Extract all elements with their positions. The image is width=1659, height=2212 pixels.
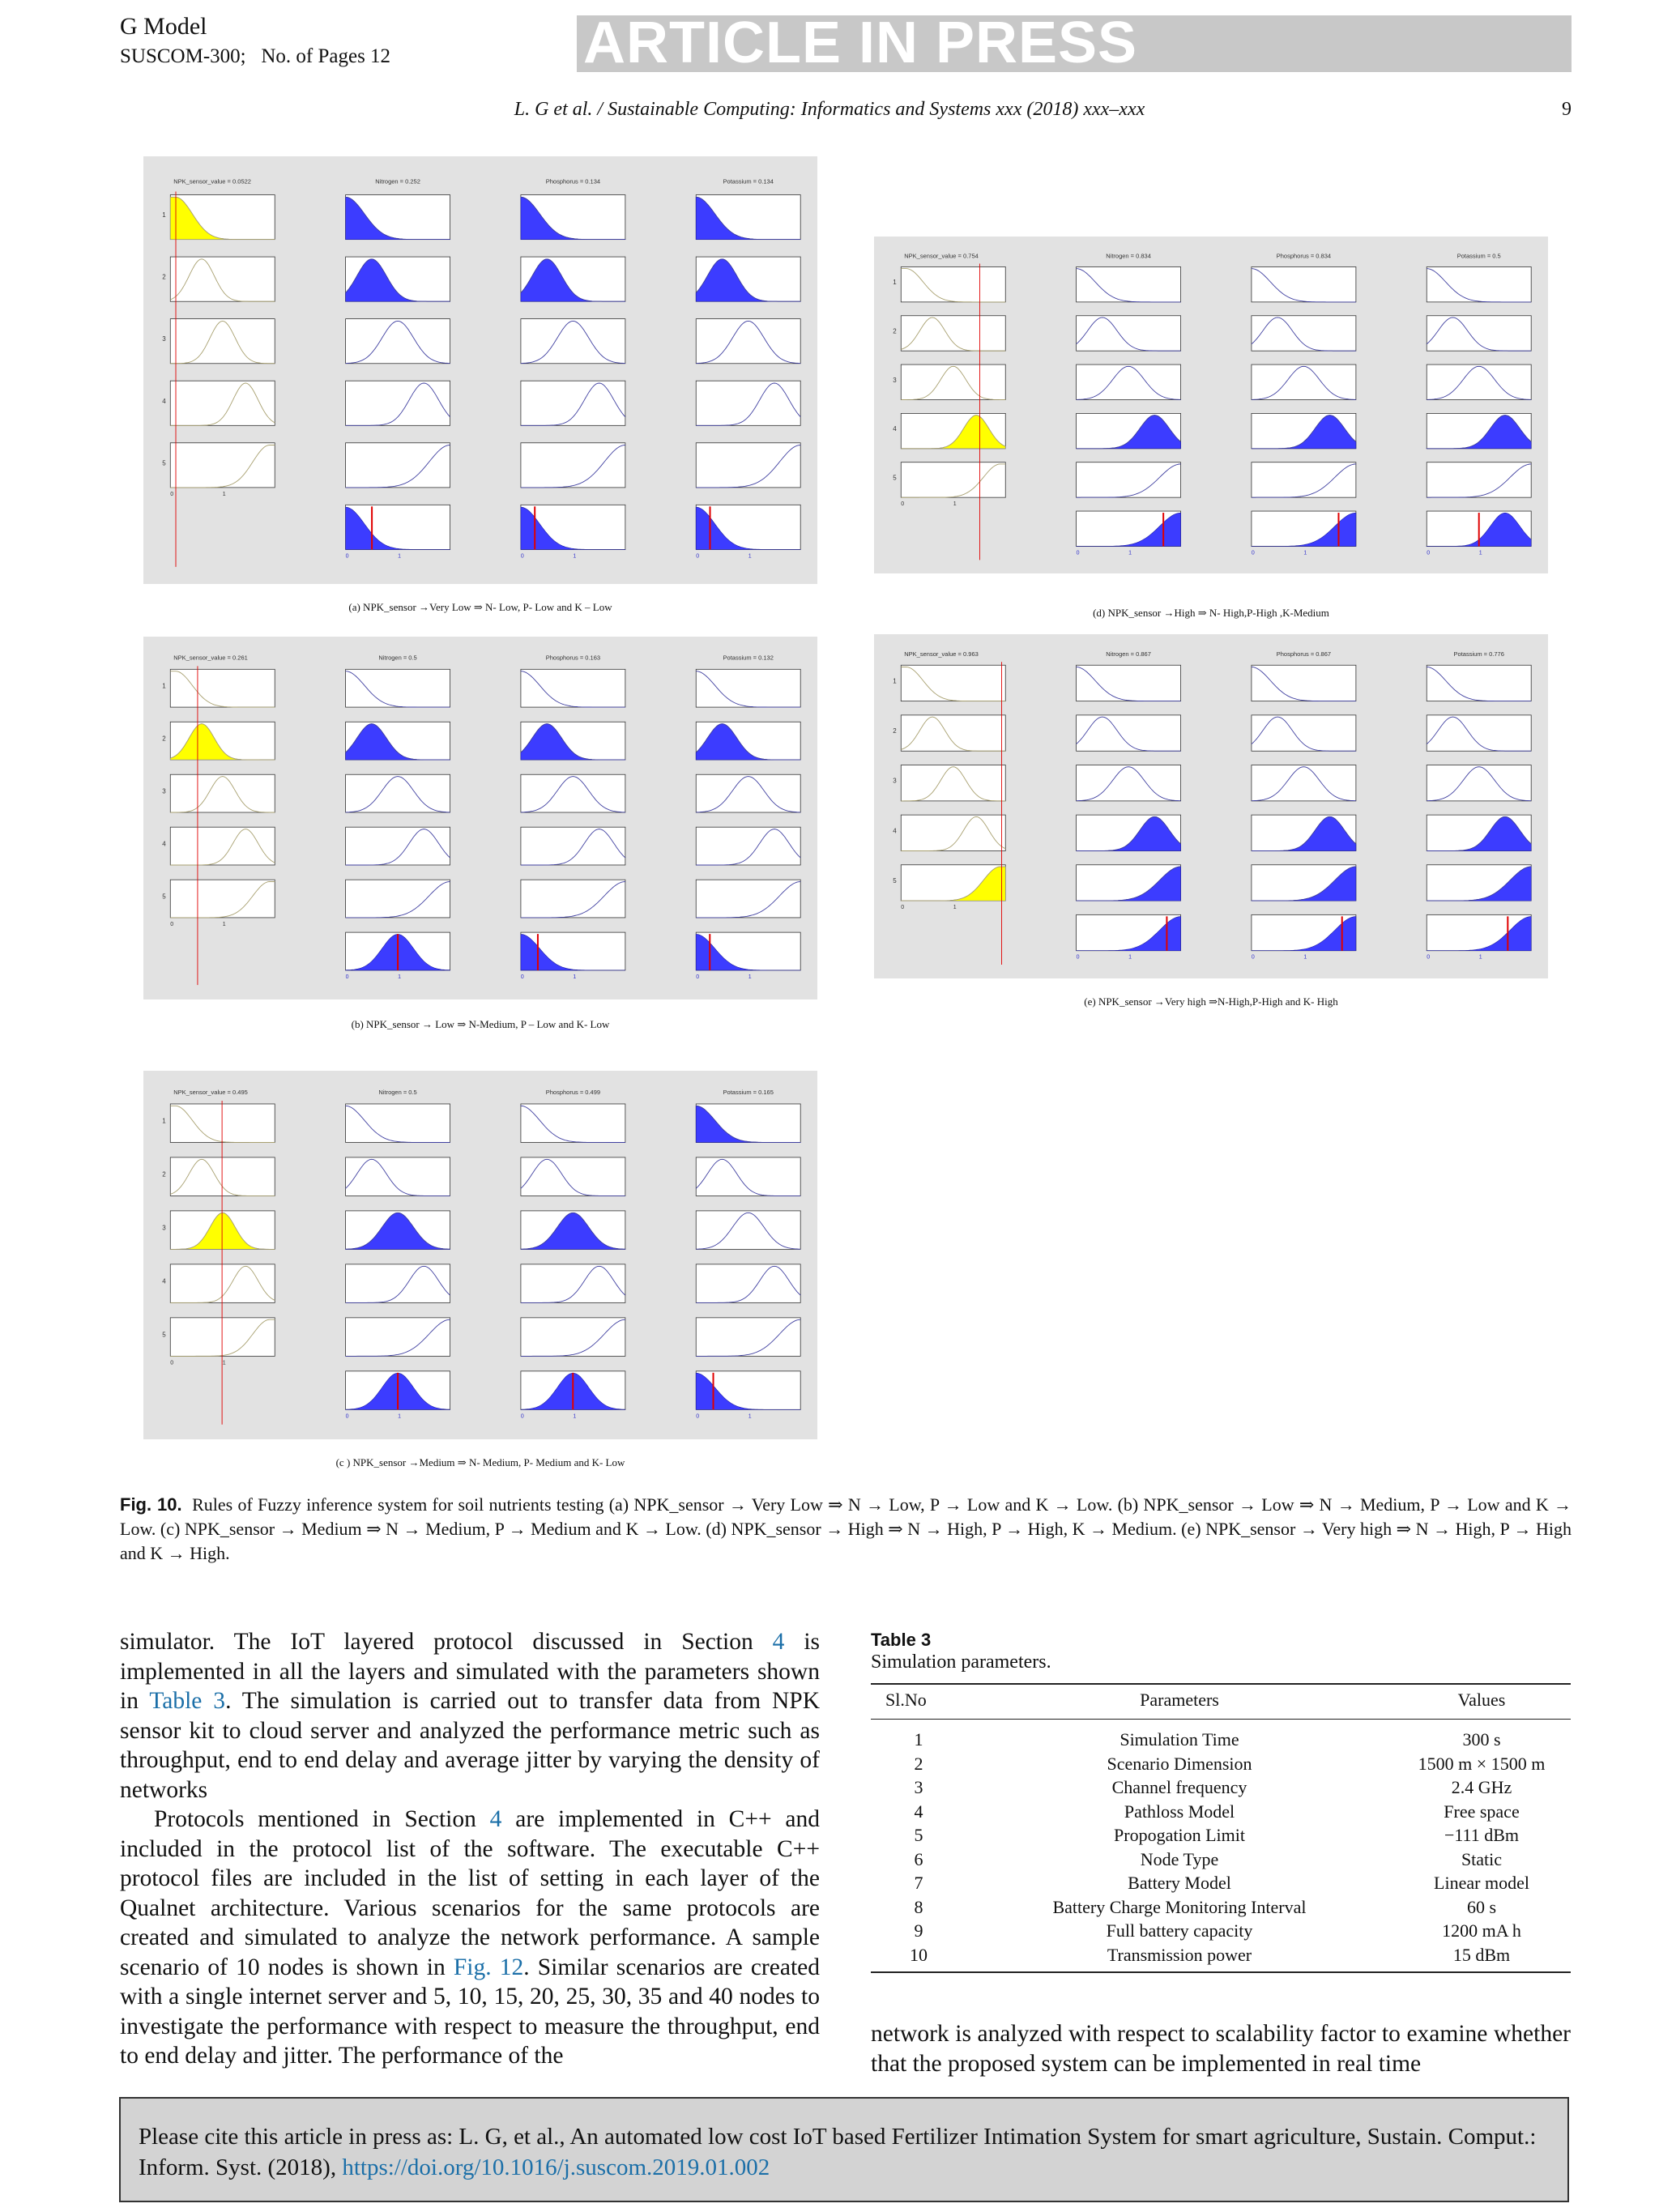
fuzzy-panel-svg: [874, 237, 1548, 573]
output-mf-box: [1077, 715, 1181, 751]
table-subtitle: Simulation parameters.: [871, 1652, 1051, 1673]
axis-tick-label: 0: [1251, 954, 1255, 961]
rule-row-label: 4: [162, 397, 166, 405]
output-mf-box: [1427, 462, 1531, 497]
rule-row-label: 2: [162, 735, 166, 743]
rule-row-label: 5: [893, 876, 897, 884]
table-row: [871, 1871, 1571, 1895]
output-mf-box: [521, 827, 625, 865]
fuzzy-panel-svg: [143, 156, 817, 584]
input-variable-title: NPK_sensor_value = 0.963: [904, 650, 979, 658]
sl-no-cell: 10: [871, 1943, 966, 1973]
axis-tick-label: 0: [1076, 550, 1080, 556]
output-mf-box: [521, 443, 625, 488]
output-mf-box: [696, 1211, 800, 1250]
parameter-cell: Transmission power: [966, 1943, 1392, 1973]
axis-tick-label: 1: [1303, 954, 1307, 961]
output-mf-box: [521, 1318, 625, 1357]
input-mf-box: [170, 774, 275, 812]
rule-row-label: 5: [893, 474, 897, 482]
output-mf-box: [346, 319, 450, 364]
axis-tick-label: 1: [573, 553, 577, 560]
input-mf-box: [170, 1264, 275, 1303]
output-variable-title: Potassium = 0.134: [723, 177, 774, 185]
output-mf-box: [696, 880, 800, 918]
output-mf-box: [1427, 316, 1531, 351]
value-cell: 300 s: [1462, 1729, 1501, 1750]
rule-row-label: 4: [893, 425, 897, 433]
value-cell: 60 s: [1466, 1896, 1497, 1917]
output-mf-box: [696, 827, 800, 865]
output-mf-box: [346, 669, 450, 707]
fuzzy-panel-svg: [874, 634, 1548, 978]
column-header: Parameters: [966, 1684, 1392, 1720]
sl-no-cell: 8: [914, 1896, 923, 1917]
output-mf-box: [1252, 765, 1356, 801]
simulation-parameters-table: [871, 1683, 1571, 1973]
output-mf-box: [1252, 715, 1356, 751]
rule-row-label: 3: [893, 777, 897, 785]
sl-no-cell: 5: [914, 1825, 923, 1845]
output-variable-title: Phosphorus = 0.834: [1276, 252, 1332, 260]
output-mf-box: [1252, 364, 1356, 399]
axis-tick-label: 1: [748, 974, 752, 980]
axis-tick-label: 0: [696, 553, 700, 560]
parameter-cell: Propogation Limit: [1114, 1825, 1245, 1845]
input-mf-box: [901, 462, 1005, 497]
axis-tick-label: 0: [520, 974, 524, 980]
header-journal-id: [120, 45, 390, 68]
axis-tick-label: 1: [222, 1360, 226, 1366]
axis-tick-label: 0: [1427, 550, 1431, 556]
output-mf-box: [1427, 364, 1531, 399]
sl-no-cell: 4: [914, 1801, 923, 1822]
axis-tick-label: 1: [1128, 550, 1132, 556]
output-mf-box: [696, 774, 800, 812]
output-mf-box: [1427, 765, 1531, 801]
doi-link[interactable]: https://doi.org/10.1016/j.suscom.2019.01.002: [342, 2154, 770, 2180]
rule-row-label: 5: [162, 893, 166, 901]
figure-caption-text: Rules of Fuzzy inference system for soil nutrients testing (a) NPK_sensor → Very Low ⇒ N → Low, P → Low and K → Low. (b) NPK_sensor → Low ⇒ N → Medium, P → Low and K → Low. (c) NPK_sensor → Medium ⇒ N → Medium, P → Medium and K → Low. (d) NPK_sensor → High ⇒ N → High, P → High, K → Medium. (e) NPK_sensor → Very high ⇒ N → High, P → High and K → High.: [120, 1494, 1572, 1563]
value-cell: Static: [1461, 1848, 1503, 1869]
output-variable-title: Nitrogen = 0.5: [378, 654, 417, 662]
table-row: [871, 1919, 1571, 1943]
table-row: [871, 1895, 1571, 1920]
panel-caption-d: (d) NPK_sensor →High ⇒ N- High,P-High ,K-Medium: [1093, 607, 1329, 619]
journal-id: SUSCOM-300;: [120, 45, 246, 67]
input-mf-box: [170, 1157, 275, 1196]
fuzzy-rule-panel-a: [143, 156, 817, 584]
rule-row-label: 5: [162, 459, 166, 467]
input-mf-box: [901, 765, 1005, 801]
sl-no-cell: 7: [914, 1873, 923, 1893]
table-row: [871, 1775, 1571, 1800]
page-number: 9: [1562, 99, 1572, 120]
fuzzy-panel-svg: [143, 637, 817, 999]
axis-tick-label: 0: [170, 491, 174, 497]
output-mf-box: [346, 1318, 450, 1357]
axis-tick-label: 0: [345, 1413, 349, 1420]
sl-no-cell: 9: [914, 1920, 923, 1941]
input-variable-title: NPK_sensor_value = 0.261: [173, 654, 248, 662]
parameter-cell: Full battery capacity: [1106, 1920, 1253, 1941]
input-mf-box: [170, 880, 275, 918]
axis-tick-label: 1: [1128, 954, 1132, 961]
output-variable-title: Potassium = 0.776: [1453, 650, 1504, 658]
input-variable-title: NPK_sensor_value = 0.0522: [173, 177, 251, 185]
output-mf-box: [521, 1104, 625, 1143]
fuzzy-rule-panel-c: [143, 1071, 817, 1439]
output-variable-title: Nitrogen = 0.5: [378, 1089, 417, 1097]
output-variable-title: Potassium = 0.132: [723, 654, 774, 662]
rule-row-label: 4: [162, 840, 166, 848]
running-title: L. G et al. / Sustainable Computing: Informatics and Systems xxx (2018) xxx–xxx: [514, 99, 1145, 120]
panel-caption-b: (b) NPK_sensor → Low ⇒ N-Medium, P – Low and K- Low: [351, 1018, 610, 1030]
input-variable-title: NPK_sensor_value = 0.754: [904, 252, 979, 260]
input-mf-box: [901, 665, 1005, 701]
axis-tick-label: 1: [953, 501, 957, 508]
output-mf-box: [1252, 462, 1356, 497]
axis-tick-label: 1: [1478, 954, 1482, 961]
text-run: Protocols mentioned in Section: [154, 1806, 490, 1832]
axis-tick-label: 1: [398, 974, 401, 980]
output-mf-box: [696, 443, 800, 488]
axis-tick-label: 1: [222, 491, 226, 497]
output-mf-box: [521, 381, 625, 425]
output-variable-title: Phosphorus = 0.499: [545, 1089, 601, 1097]
parameter-cell: Channel frequency: [1111, 1777, 1247, 1797]
axis-tick-label: 0: [520, 1413, 524, 1420]
text-run: simulator. The IoT layered protocol discussed in Section: [120, 1629, 773, 1655]
column-header: Values: [1392, 1684, 1571, 1720]
table-row: [871, 1823, 1571, 1848]
parameter-cell: Simulation Time: [1120, 1729, 1239, 1750]
parameter-cell: Node Type: [1140, 1848, 1219, 1869]
axis-tick-label: 0: [520, 553, 524, 560]
output-mf-box: [696, 1318, 800, 1357]
output-mf-box: [696, 319, 800, 364]
input-mf-box: [170, 257, 275, 301]
rule-row-label: 1: [162, 682, 166, 690]
output-mf-box: [1252, 665, 1356, 701]
table-row: [871, 1848, 1571, 1872]
output-variable-title: Potassium = 0.165: [723, 1089, 774, 1097]
output-variable-title: Nitrogen = 0.252: [375, 177, 420, 185]
output-mf-box: [1252, 316, 1356, 351]
axis-tick-label: 0: [901, 501, 905, 508]
rule-row-label: 4: [162, 1277, 166, 1285]
input-mf-box: [170, 319, 275, 364]
body-column-left: [120, 1627, 820, 2071]
output-mf-box: [346, 1264, 450, 1303]
input-mf-box: [170, 669, 275, 707]
axis-tick-label: 0: [1076, 954, 1080, 961]
axis-tick-label: 1: [748, 1413, 752, 1420]
output-mf-box: [696, 381, 800, 425]
figure-caption: [120, 1493, 1572, 1566]
rule-row-label: 3: [162, 787, 166, 795]
output-variable-title: Nitrogen = 0.834: [1106, 252, 1151, 260]
section-ref-link[interactable]: 4: [772, 1629, 785, 1655]
input-variable-title: NPK_sensor_value = 0.495: [173, 1089, 248, 1097]
value-cell: Free space: [1444, 1801, 1520, 1822]
sl-no-cell: 1: [914, 1729, 923, 1750]
page-count: No. of Pages 12: [261, 45, 391, 67]
table-header-row: [871, 1684, 1571, 1720]
parameter-cell: Battery Charge Monitoring Interval: [1052, 1896, 1307, 1917]
text-run: are implemented in C++ and included in the protocol list of the software. The executable C++ protocol files are included in the list of setting in each layer of the Qualnet architecture. Various scenarios for the same protocols are created and simulated to analyze the network performance. A sample scenario of 10 nodes is shown in: [120, 1806, 821, 1980]
axis-tick-label: 0: [1427, 954, 1431, 961]
output-variable-title: Phosphorus = 0.867: [1276, 650, 1332, 658]
output-mf-box: [1077, 364, 1181, 399]
axis-tick-label: 1: [1303, 550, 1307, 556]
output-variable-title: Phosphorus = 0.134: [545, 177, 601, 185]
output-mf-box: [696, 669, 800, 707]
axis-tick-label: 1: [573, 974, 577, 980]
input-mf-box: [170, 1104, 275, 1143]
table-row: [871, 1943, 1571, 1973]
rule-row-label: 1: [162, 211, 166, 219]
table-row: [871, 1720, 1571, 1752]
output-mf-box: [521, 319, 625, 364]
rule-row-label: 1: [893, 279, 897, 287]
axis-tick-label: 1: [398, 1413, 401, 1420]
fuzzy-rule-panel-e: [874, 634, 1548, 978]
panel-caption-a: (a) NPK_sensor →Very Low ⇒ N- Low, P- Low and K – Low: [348, 601, 612, 613]
parameter-cell: Battery Model: [1128, 1873, 1231, 1893]
column-header: Sl.No: [871, 1684, 966, 1720]
axis-tick-label: 1: [398, 553, 401, 560]
paragraph-2: [120, 1805, 820, 2071]
output-mf-box: [346, 774, 450, 812]
axis-tick-label: 1: [1478, 550, 1482, 556]
article-in-press-text: ARTICLE IN PRESS: [583, 11, 1138, 75]
input-mf-box: [901, 364, 1005, 399]
text-run: is implemented in all the layers and simulated with the parameters shown in: [120, 1629, 820, 1714]
rule-row-label: 3: [893, 376, 897, 384]
axis-tick-label: 1: [222, 921, 226, 927]
output-variable-title: Potassium = 0.5: [1456, 252, 1501, 260]
output-variable-title: Nitrogen = 0.867: [1106, 650, 1151, 658]
input-mf-box: [170, 1318, 275, 1357]
input-mf-box: [901, 715, 1005, 751]
sl-no-cell: 3: [914, 1777, 923, 1797]
axis-tick-label: 0: [345, 974, 349, 980]
table-ref-link[interactable]: Table 3: [149, 1688, 226, 1714]
output-mf-box: [1077, 765, 1181, 801]
axis-tick-label: 0: [696, 1413, 700, 1420]
rule-row-label: 4: [893, 827, 897, 835]
section-ref-link[interactable]: 4: [489, 1806, 502, 1832]
figure-ref-link[interactable]: Fig. 12: [453, 1954, 524, 1980]
axis-tick-label: 0: [170, 1360, 174, 1366]
rule-row-label: 1: [162, 1117, 166, 1125]
input-mf-box: [170, 381, 275, 425]
fuzzy-rule-panel-b: [143, 637, 817, 999]
rule-row-label: 2: [893, 727, 897, 735]
table-row: [871, 1800, 1571, 1824]
rule-row-label: 3: [162, 1224, 166, 1232]
input-mf-box: [901, 266, 1005, 301]
axis-tick-label: 0: [345, 553, 349, 560]
output-mf-box: [521, 1264, 625, 1303]
rule-row-label: 2: [162, 273, 166, 281]
table-row: [871, 1752, 1571, 1776]
output-mf-box: [346, 1104, 450, 1143]
table-title: Table 3: [871, 1630, 932, 1650]
output-mf-box: [521, 669, 625, 707]
output-mf-box: [1427, 266, 1531, 301]
output-mf-box: [346, 880, 450, 918]
sl-no-cell: 6: [914, 1848, 923, 1869]
parameter-cell: Pathloss Model: [1124, 1801, 1235, 1822]
output-mf-box: [346, 381, 450, 425]
citation-box: [119, 2097, 1569, 2202]
panel-caption-e: (e) NPK_sensor →Very high ⇒N-High,P-High and K- High: [1084, 995, 1338, 1008]
output-mf-box: [1252, 266, 1356, 301]
value-cell: −111 dBm: [1444, 1825, 1520, 1845]
parameter-cell: Scenario Dimension: [1107, 1753, 1252, 1774]
output-mf-box: [521, 880, 625, 918]
text-run: . Similar scenarios are created with a single internet server and 5, 10, 15, 20, 25, 30, 35 and 40 nodes to investigate the performance with respect to measure the throughput, end to end delay and jitter. The performance of the: [120, 1954, 820, 2069]
input-mf-box: [170, 443, 275, 488]
value-cell: 1500 m × 1500 m: [1418, 1753, 1546, 1774]
axis-tick-label: 0: [696, 974, 700, 980]
value-cell: Linear model: [1434, 1873, 1529, 1893]
fuzzy-rule-panel-d: [874, 237, 1548, 573]
output-mf-box: [696, 1264, 800, 1303]
rule-row-label: 5: [162, 1331, 166, 1339]
axis-tick-label: 0: [901, 905, 905, 911]
value-cell: 1200 mA h: [1442, 1920, 1521, 1941]
fuzzy-panel-svg: [143, 1071, 817, 1439]
header-model: G Model: [120, 13, 207, 40]
paragraph-1: [120, 1627, 820, 1805]
output-mf-box: [1427, 665, 1531, 701]
axis-tick-label: 1: [573, 1413, 577, 1420]
output-variable-title: Phosphorus = 0.163: [545, 654, 601, 662]
axis-tick-label: 0: [170, 921, 174, 927]
input-mf-box: [170, 827, 275, 865]
figure-label: Fig. 10.: [120, 1494, 182, 1515]
panel-caption-c: (c ) NPK_sensor →Medium ⇒ N- Medium, P- Medium and K- Low: [335, 1456, 625, 1468]
axis-tick-label: 0: [1251, 550, 1255, 556]
body-column-right: network is analyzed with respect to scalability factor to examine whether that the proposed system can be implemented in real time: [871, 2021, 1571, 2077]
output-mf-box: [696, 1157, 800, 1196]
value-cell: 2.4 GHz: [1451, 1777, 1512, 1797]
rule-row-label: 1: [893, 677, 897, 685]
text-run: . The simulation is carried out to transfer data from NPK sensor kit to cloud server and analyzed the performance metric such as throughput, end to end delay and average jitter by varying the density of networks: [120, 1688, 821, 1803]
rule-row-label: 2: [162, 1170, 166, 1178]
input-mf-box: [901, 316, 1005, 351]
output-mf-box: [346, 827, 450, 865]
output-mf-box: [1077, 266, 1181, 301]
axis-tick-label: 1: [748, 553, 752, 560]
output-mf-box: [1077, 462, 1181, 497]
input-mf-box: [901, 815, 1005, 850]
output-mf-box: [346, 443, 450, 488]
output-mf-box: [1077, 316, 1181, 351]
sl-no-cell: 2: [914, 1753, 923, 1774]
axis-tick-label: 1: [953, 905, 957, 911]
output-mf-box: [521, 774, 625, 812]
value-cell: 15 dBm: [1392, 1943, 1571, 1973]
rule-row-label: 3: [162, 335, 166, 343]
citation-text: Please cite this article in press as: L. G, et al., An automated low cost IoT based Fertilizer Intimation System for smart agriculture, Sustain. Comput.: Inform. Syst. (2018),: [139, 2124, 1537, 2180]
output-mf-box: [346, 1157, 450, 1196]
rule-row-label: 2: [893, 327, 897, 335]
output-mf-box: [1077, 665, 1181, 701]
output-mf-box: [521, 1157, 625, 1196]
output-mf-box: [1427, 715, 1531, 751]
